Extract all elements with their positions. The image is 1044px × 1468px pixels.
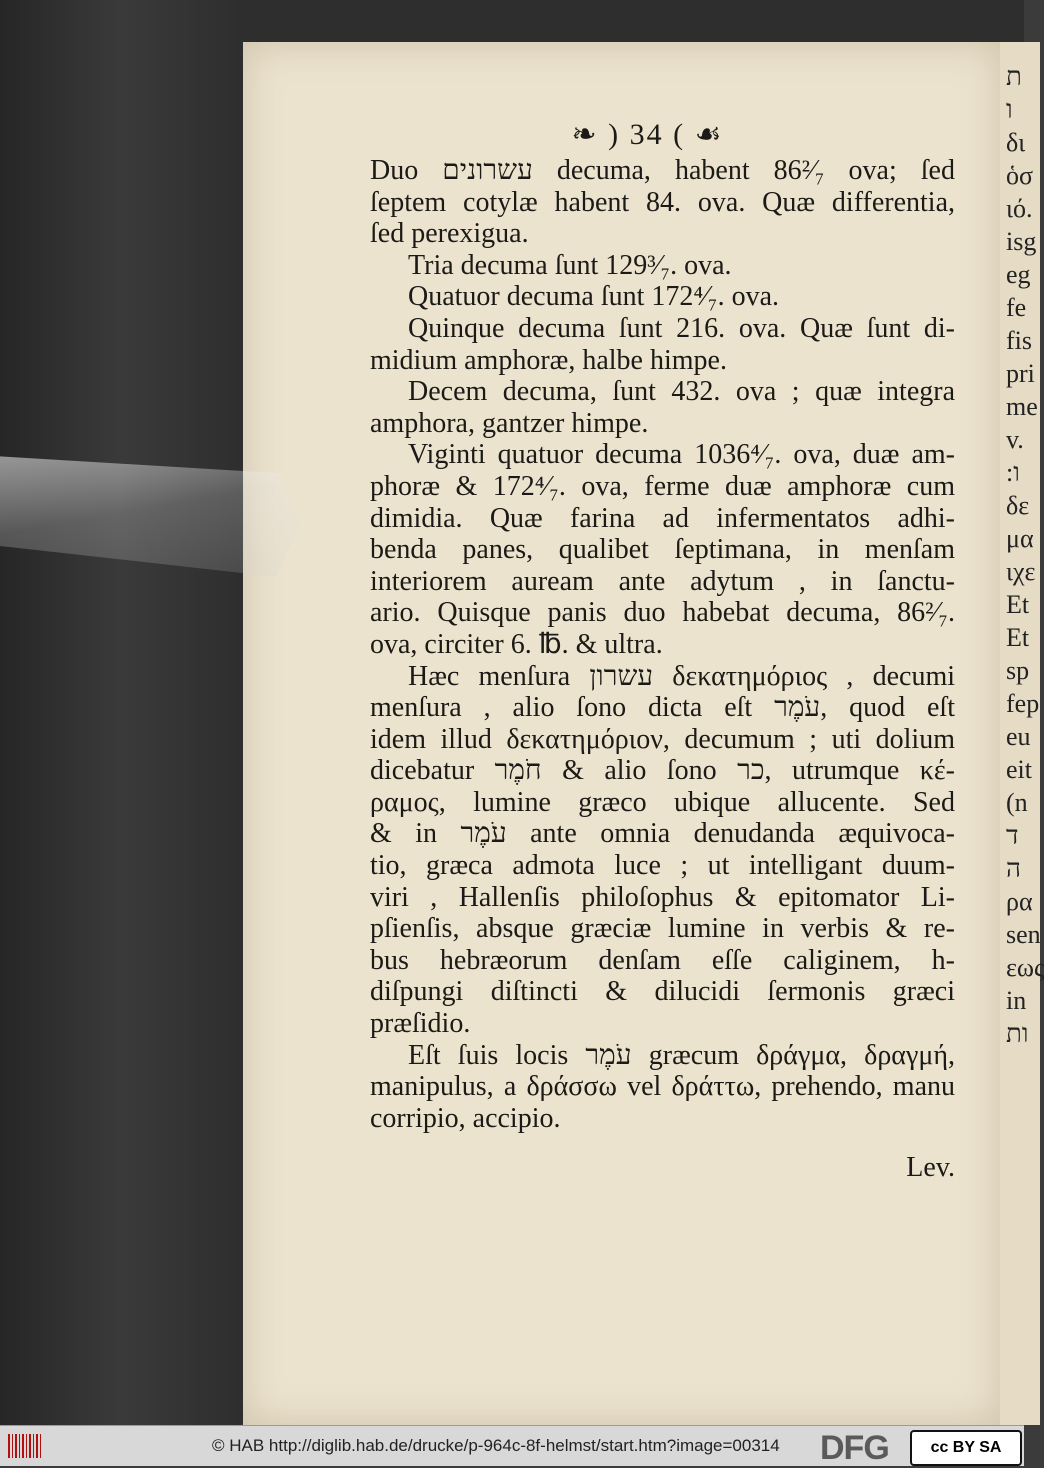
next-page-fragment: eit [1006,755,1032,784]
text-line: Hæc menſura עשרון δεκατημόριος , decumi [408,660,956,692]
next-page-fragment: fep [1006,689,1040,718]
viewer-toolbar [0,1425,1024,1466]
next-page-fragment: (n [1006,788,1028,817]
text-line: pſienſis, absque græciæ lumine in verbis & re- [370,913,955,945]
text-line: tio, græca admota luce ; ut intelligant duum- [370,850,955,882]
next-page-fragment: ρα [1006,887,1033,916]
text-line: midium amphoræ, halbe himpe. [370,344,727,376]
next-page-fragment: ιό. [1006,194,1033,223]
next-page-fragment: v. [1006,425,1024,454]
text-line: & in עֹמֶר ante omnia denudanda æquivoca- [370,818,956,850]
next-page-fragment: δι [1006,128,1026,157]
text-line: Duo עשרונים decuma, habent 86²⁄₇ ova; ſed [370,155,955,186]
next-page-edge [1000,42,1044,1425]
text-line: diſpungi diſtincti & dilucidi ſermonis græci [370,976,955,1008]
next-page-fragment: ת [1006,62,1022,91]
source-url[interactable]: © HAB http://diglib.hab.de/drucke/p-964c-8f-helmst/start.htm?image=00314 [212,1436,780,1455]
text-line: ſeptem cotylæ habent 84. ova. Quæ differentia, [370,186,955,218]
next-page-fragment: ιχε [1006,557,1036,586]
next-page-fragment: εως [1006,953,1044,982]
text-line: corripio, accipio. [370,1102,561,1134]
text-line: menſura , alio ſono dicta eſt עֹמֶר, quod eſt [370,692,955,724]
text-line: Tria decuma ſunt 129³⁄₇. ova. [408,249,732,281]
cc-license-icon[interactable]: cc BY SA [910,1430,1022,1466]
next-page-fragment: in [1006,986,1027,1015]
text-line: Quinque decuma ſunt 216. ova. Quæ ſunt di- [408,312,955,344]
page-header: ❧ ) 34 ( ☙ [571,118,724,151]
next-page-fragment: δε [1006,491,1030,520]
next-page-fragment: fis [1006,326,1032,355]
next-page-fragment: ὁσ [1006,161,1034,190]
text-line: ραμος, lumine græco ubique allucente. Sed [370,786,955,818]
text-line: manipulus, a δράσσω vel δράττω, prehendo, manu [370,1071,955,1103]
next-page-fragment: ד [1006,821,1019,850]
text-line: idem illud δεκατημόριον, decumum ; uti dolium [370,723,955,755]
text-line: interiorem auream ante adytum , in ſanctu- [370,565,955,597]
text-line: Eſt ſuis locis עֹמֶר græcum δράγμα, δραγμή, [408,1039,955,1071]
next-page-fragment: Et [1006,590,1030,619]
next-page-fragment: ות [1006,1019,1029,1048]
next-page-fragment: sp [1006,656,1030,685]
text-line: Quatuor decuma ſunt 172⁴⁄₇. ova. [408,281,779,313]
next-page-fragment: eu [1006,722,1031,751]
text-line: bus hebræorum denſam eſſe caliginem, h- [370,944,955,976]
next-page-fragment: isg [1006,227,1037,256]
text-line: phoræ & 172⁴⁄₇. ova, ferme duæ amphoræ cum [370,470,955,502]
text-lines [370,155,955,1134]
catchword: Lev. [906,1152,955,1184]
next-page-fragment: :ו [1006,458,1020,487]
next-page-fragment: Et [1006,623,1030,652]
text-line: ario. Quisque panis duo habebat decuma, 86²⁄₇. [370,597,955,629]
next-page-fragment: eg [1006,260,1031,289]
next-page-fragment: ה [1006,854,1021,883]
text-line: viri , Hallenſis philoſophus & epitomator Li- [370,881,955,913]
hab-logo-icon[interactable] [8,1434,42,1458]
dfg-logo[interactable]: DFG [820,1429,889,1467]
next-page-fragment: sen [1006,920,1041,949]
text-line: præſidio. [370,1008,471,1040]
next-page-fragment: pri [1006,359,1035,388]
text-line: ſed perexigua. [370,218,529,250]
text-line: dicebatur חֹמֶר & alio ſono כר, utrumque κέ- [370,755,955,787]
next-page-fragment: ו [1006,95,1013,124]
text-line: Viginti quatuor decuma 1036⁴⁄₇. ova, duæ am- [408,439,955,471]
page-text [370,115,955,1184]
text-line: ova, circiter 6. ℔. & ultra. [370,628,663,660]
text-line: amphora, gantzer himpe. [370,407,649,439]
next-page-fragment: me [1006,392,1038,421]
text-line: dimidia. Quæ farina ad infermentatos adhi- [370,502,955,534]
text-line: benda panes, qualibet ſeptimana, in menſam [370,534,955,566]
next-page-fragment: fe [1006,293,1027,322]
next-page-fragment: μα [1006,524,1034,553]
text-line: Decem decuma, ſunt 432. ova ; quæ integra [408,376,955,408]
